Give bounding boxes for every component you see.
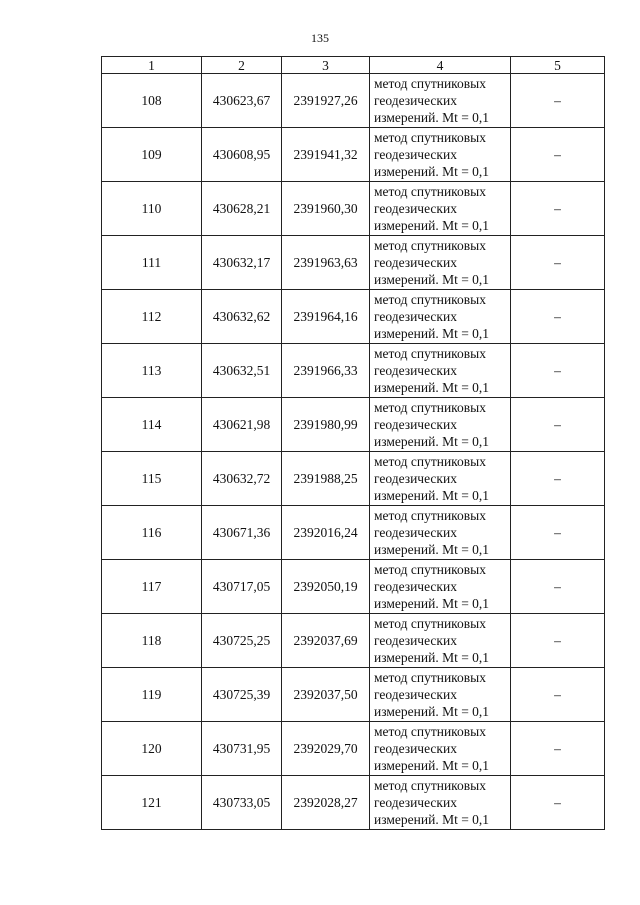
y-coordinate-cell: 2391966,33 <box>282 344 370 398</box>
method-cell <box>370 614 511 668</box>
note-cell: – <box>511 182 605 236</box>
method-line: измерений. Mt = 0,1 <box>374 488 490 503</box>
column-header: 1 <box>102 57 202 74</box>
x-coordinate-cell: 430731,95 <box>202 722 282 776</box>
method-line: измерений. Mt = 0,1 <box>374 704 490 719</box>
x-coordinate-cell: 430632,62 <box>202 290 282 344</box>
method-line: измерений. Mt = 0,1 <box>374 542 490 557</box>
method-line: геодезических <box>374 147 457 162</box>
y-coordinate-cell: 2391941,32 <box>282 128 370 182</box>
table-row <box>102 506 605 560</box>
y-coordinate-cell: 2391980,99 <box>282 398 370 452</box>
x-coordinate-cell: 430725,39 <box>202 668 282 722</box>
point-number-cell: 111 <box>102 236 202 290</box>
y-coordinate-cell: 2391988,25 <box>282 452 370 506</box>
method-line: измерений. Mt = 0,1 <box>374 596 490 611</box>
table-row <box>102 776 605 830</box>
y-coordinate-cell: 2392028,27 <box>282 776 370 830</box>
method-line: метод спутниковых <box>374 454 486 469</box>
table-row <box>102 668 605 722</box>
method-line: метод спутниковых <box>374 778 486 793</box>
note-cell: – <box>511 506 605 560</box>
table-row <box>102 560 605 614</box>
note-cell: – <box>511 344 605 398</box>
note-cell: – <box>511 236 605 290</box>
method-line: геодезических <box>374 309 457 324</box>
table-row <box>102 722 605 776</box>
y-coordinate-cell: 2392050,19 <box>282 560 370 614</box>
method-line: геодезических <box>374 633 457 648</box>
method-line: измерений. Mt = 0,1 <box>374 218 490 233</box>
table-row <box>102 74 605 128</box>
method-line: геодезических <box>374 579 457 594</box>
method-line: геодезических <box>374 417 457 432</box>
method-line: метод спутниковых <box>374 238 486 253</box>
method-line: геодезических <box>374 525 457 540</box>
y-coordinate-cell: 2392037,50 <box>282 668 370 722</box>
method-line: геодезических <box>374 201 457 216</box>
note-cell: – <box>511 614 605 668</box>
table-row <box>102 398 605 452</box>
page-number: 135 <box>311 31 329 45</box>
table-header-row <box>102 57 605 74</box>
point-number-cell: 108 <box>102 74 202 128</box>
method-line: измерений. Mt = 0,1 <box>374 434 490 449</box>
method-cell <box>370 776 511 830</box>
coordinates-table <box>101 56 605 830</box>
method-line: метод спутниковых <box>374 616 486 631</box>
table-row <box>102 128 605 182</box>
method-cell <box>370 290 511 344</box>
y-coordinate-cell: 2392029,70 <box>282 722 370 776</box>
table-body <box>102 57 605 830</box>
x-coordinate-cell: 430632,51 <box>202 344 282 398</box>
method-line: метод спутниковых <box>374 724 486 739</box>
x-coordinate-cell: 430608,95 <box>202 128 282 182</box>
method-line: метод спутниковых <box>374 562 486 577</box>
point-number-cell: 115 <box>102 452 202 506</box>
note-cell: – <box>511 452 605 506</box>
method-line: измерений. Mt = 0,1 <box>374 326 490 341</box>
point-number-cell: 118 <box>102 614 202 668</box>
method-line: метод спутниковых <box>374 400 486 415</box>
note-cell: – <box>511 74 605 128</box>
y-coordinate-cell: 2392016,24 <box>282 506 370 560</box>
method-line: геодезических <box>374 795 457 810</box>
x-coordinate-cell: 430733,05 <box>202 776 282 830</box>
method-line: геодезических <box>374 471 457 486</box>
y-coordinate-cell: 2392037,69 <box>282 614 370 668</box>
method-line: геодезических <box>374 741 457 756</box>
point-number-cell: 119 <box>102 668 202 722</box>
method-cell <box>370 506 511 560</box>
method-line: измерений. Mt = 0,1 <box>374 272 490 287</box>
method-cell <box>370 128 511 182</box>
table-row <box>102 290 605 344</box>
method-line: метод спутниковых <box>374 508 486 523</box>
method-line: геодезических <box>374 363 457 378</box>
x-coordinate-cell: 430671,36 <box>202 506 282 560</box>
column-header: 2 <box>202 57 282 74</box>
x-coordinate-cell: 430628,21 <box>202 182 282 236</box>
column-header: 5 <box>511 57 605 74</box>
method-line: измерений. Mt = 0,1 <box>374 110 490 125</box>
note-cell: – <box>511 560 605 614</box>
note-cell: – <box>511 398 605 452</box>
x-coordinate-cell: 430717,05 <box>202 560 282 614</box>
point-number-cell: 110 <box>102 182 202 236</box>
x-coordinate-cell: 430632,72 <box>202 452 282 506</box>
method-line: геодезических <box>374 93 457 108</box>
x-coordinate-cell: 430623,67 <box>202 74 282 128</box>
point-number-cell: 120 <box>102 722 202 776</box>
method-cell <box>370 344 511 398</box>
method-line: геодезических <box>374 687 457 702</box>
method-line: метод спутниковых <box>374 184 486 199</box>
method-line: метод спутниковых <box>374 76 486 91</box>
method-line: метод спутниковых <box>374 670 486 685</box>
method-cell <box>370 560 511 614</box>
note-cell: – <box>511 722 605 776</box>
method-line: измерений. Mt = 0,1 <box>374 164 490 179</box>
point-number-cell: 116 <box>102 506 202 560</box>
table-row <box>102 344 605 398</box>
method-line: измерений. Mt = 0,1 <box>374 380 490 395</box>
method-line: геодезических <box>374 255 457 270</box>
note-cell: – <box>511 776 605 830</box>
y-coordinate-cell: 2391964,16 <box>282 290 370 344</box>
y-coordinate-cell: 2391927,26 <box>282 74 370 128</box>
method-line: измерений. Mt = 0,1 <box>374 758 490 773</box>
point-number-cell: 113 <box>102 344 202 398</box>
method-cell <box>370 182 511 236</box>
x-coordinate-cell: 430621,98 <box>202 398 282 452</box>
method-cell <box>370 668 511 722</box>
table-row <box>102 182 605 236</box>
method-cell <box>370 398 511 452</box>
note-cell: – <box>511 290 605 344</box>
point-number-cell: 117 <box>102 560 202 614</box>
x-coordinate-cell: 430632,17 <box>202 236 282 290</box>
method-line: измерений. Mt = 0,1 <box>374 650 490 665</box>
method-line: метод спутниковых <box>374 346 486 361</box>
note-cell: – <box>511 668 605 722</box>
column-header: 3 <box>282 57 370 74</box>
method-cell <box>370 236 511 290</box>
method-cell <box>370 722 511 776</box>
table-row <box>102 452 605 506</box>
point-number-cell: 112 <box>102 290 202 344</box>
point-number-cell: 121 <box>102 776 202 830</box>
method-line: метод спутниковых <box>374 130 486 145</box>
note-cell: – <box>511 128 605 182</box>
method-line: метод спутниковых <box>374 292 486 307</box>
y-coordinate-cell: 2391960,30 <box>282 182 370 236</box>
column-header: 4 <box>370 57 511 74</box>
method-cell <box>370 74 511 128</box>
point-number-cell: 109 <box>102 128 202 182</box>
x-coordinate-cell: 430725,25 <box>202 614 282 668</box>
y-coordinate-cell: 2391963,63 <box>282 236 370 290</box>
method-line: измерений. Mt = 0,1 <box>374 812 490 827</box>
table-row <box>102 614 605 668</box>
point-number-cell: 114 <box>102 398 202 452</box>
table-row <box>102 236 605 290</box>
method-cell <box>370 452 511 506</box>
